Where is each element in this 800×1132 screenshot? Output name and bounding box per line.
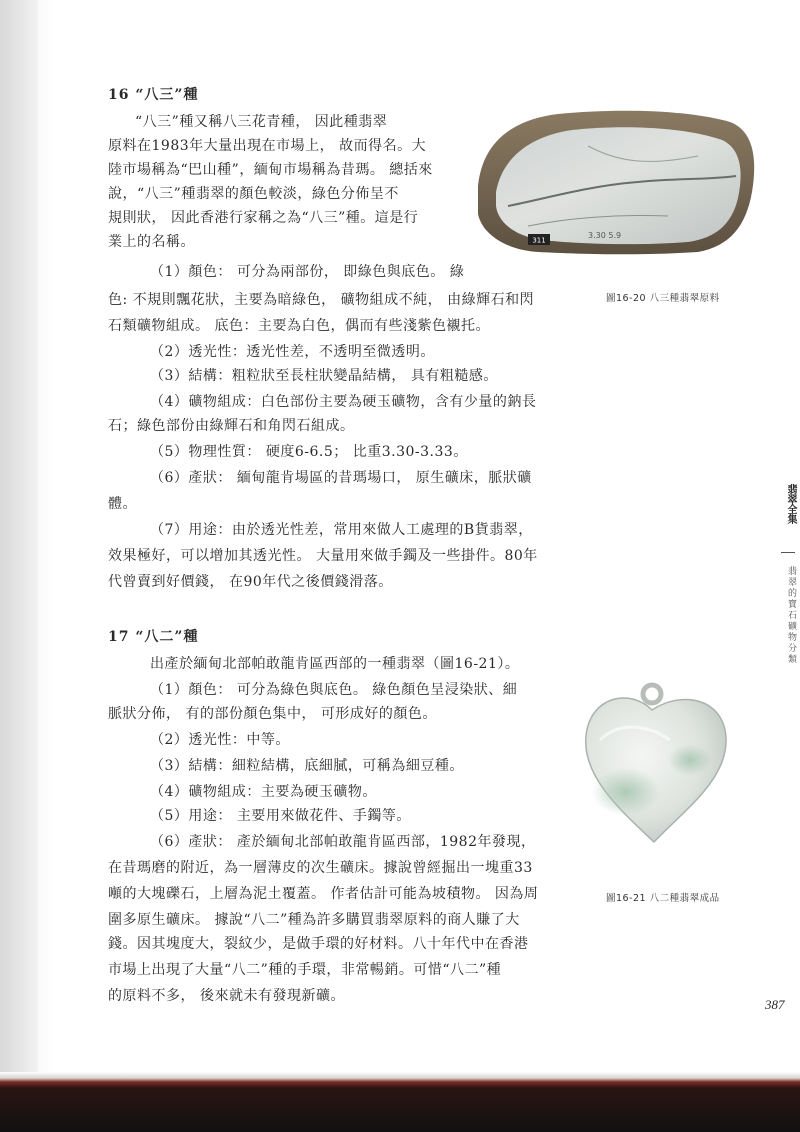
section-16-line: 規則狀， 因此香港行家稱之為“八三”種。這是行 — [108, 210, 419, 226]
section-16-line: 石；綠色部份由綠輝石和角閃石組成。 — [108, 418, 355, 434]
section-16-line: （2）透光性：透光性差，不透明至微透明。 — [150, 344, 435, 360]
section-16-line: 效果極好，可以增加其透光性。 大量用來做手鐲及一些掛件。80年 — [108, 548, 538, 564]
section-17-line: 圍多原生礦床。 據說“八二”種為許多購買翡翠原料的商人賺了大 — [108, 912, 520, 928]
figure-16-20-label: 311 — [532, 236, 546, 245]
section-16-line: 代曾賣到好價錢， 在90年代之後價錢滑落。 — [108, 574, 393, 590]
sidebar-divider — [781, 552, 795, 553]
section-16-line: （6）產狀： 緬甸龍肯場區的昔瑪場口， 原生礦床，脈狀礦 — [150, 470, 532, 486]
section-17-line: （5）用途： 主要用來做花件、手鐲等。 — [150, 808, 411, 824]
sidebar-book-title: 翡翠全集 — [785, 484, 796, 524]
section-16-line: （3）結構：粗粒狀至長柱狀變晶結構， 具有粗糙感。 — [150, 368, 498, 384]
section-17-title: 17 “八二”種 — [108, 629, 199, 645]
sidebar-chapter-title: 翡翠的寶石礦物分類 — [786, 566, 796, 665]
figure-16-20-caption: 圖16-20 八三種翡翠原料 — [606, 293, 720, 304]
heart-pendant-photo — [580, 680, 740, 850]
section-16-line: 說，“八三”種翡翠的顏色較淡，綠色分佈呈不 — [108, 186, 399, 202]
section-16-line: 色: 不規則飄花狀，主要為暗綠色， 礦物組成不純， 由綠輝石和閃 — [108, 292, 535, 308]
section-17-line: （4）礦物組成：主要為硬玉礦物。 — [150, 784, 377, 800]
section-17-line: 在昔瑪磨的附近，為一層薄皮的次生礦床。據說曾經掘出一塊重33 — [108, 860, 533, 876]
section-17-line: 噸的大塊礫石，上層為泥土覆蓋。 作者估計可能為坡積物。 因為周 — [108, 886, 539, 902]
section-16-line: 體。 — [108, 496, 137, 512]
section-16-line: 陸市場稱為“巴山種”，緬甸市場稱為昔瑪。 總括來 — [108, 162, 433, 178]
section-16-line: 石類礦物組成。 底色：主要為白色，偶而有些淺紫色襯托。 — [108, 318, 490, 334]
section-16-line: （4）礦物組成：白色部份主要為硬玉礦物，含有少量的鈉長 — [150, 394, 537, 410]
figure-16-21-caption: 圖16-21 八二種翡翠成品 — [606, 893, 720, 904]
section-17-line: 出產於緬甸北部帕敢龍肯區西部的一種翡翠（圖16-21）。 — [150, 656, 520, 672]
section-17-line: （1）顏色： 可分為綠色與底色。 綠色顏色呈浸染狀、細 — [150, 682, 518, 698]
page-number: 387 — [765, 997, 785, 1012]
section-17-line: 脈狀分佈， 有的部份顏色集中， 可形成好的顏色。 — [108, 706, 437, 722]
section-16-line: （1）顏色： 可分為兩部份， 即綠色與底色。 綠 — [150, 264, 465, 280]
section-17-line: 市場上出現了大量“八二”種的手環，非常暢銷。可惜“八二”種 — [108, 962, 502, 978]
section-17-line: （3）結構：細粒結構，底細膩，可稱為細豆種。 — [150, 758, 464, 774]
section-16-line: （5）物理性質： 硬度6-6.5； 比重3.30-3.33。 — [150, 444, 468, 460]
section-16-title: 16 “八三”種 — [108, 87, 199, 103]
page-gutter-shadow — [0, 0, 38, 1080]
section-16-line: 業上的名稱。 — [108, 234, 195, 250]
book-cover-edge — [0, 1072, 800, 1132]
figure-16-20-ruler-text: 3.30 5.9 — [588, 231, 622, 240]
rough-jade-photo — [468, 106, 758, 256]
section-16-line: 原料在1983年大量出現在市場上， 故而得名。大 — [108, 138, 427, 154]
section-17-line: 錢。因其塊度大，裂紋少，是做手環的好材料。八十年代中在香港 — [108, 936, 529, 952]
section-17-line: （2）透光性：中等。 — [150, 732, 290, 748]
section-17-line: 的原料不多， 後來就未有發現新礦。 — [108, 988, 345, 1004]
section-16-line: （7）用途：由於透光性差，常用來做人工處理的B貨翡翠， — [150, 522, 533, 538]
section-17-line: （6）產狀： 產於緬甸北部帕敢龍肯區西部，1982年發現， — [150, 834, 536, 850]
section-16-line: “八三”種又稱八三花青種， 因此種翡翠 — [135, 114, 388, 130]
